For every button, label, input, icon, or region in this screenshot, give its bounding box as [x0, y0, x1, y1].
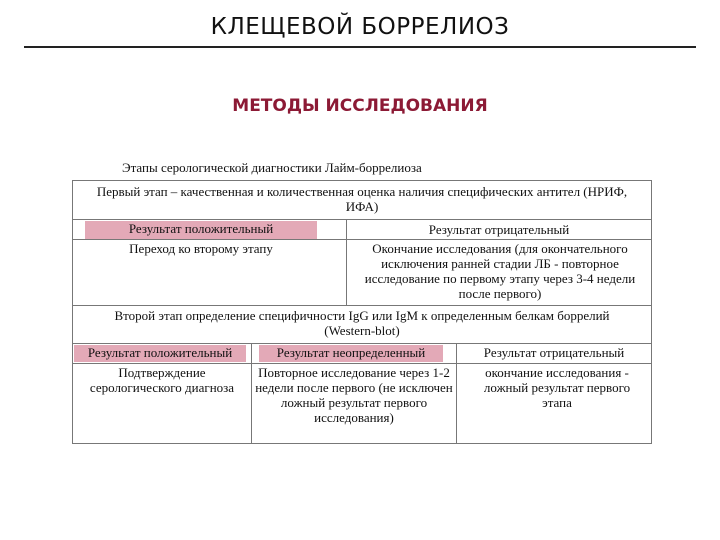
row-divider [73, 239, 651, 240]
column-divider [251, 343, 252, 443]
stage2-positive-result: Результат положительный [74, 345, 246, 362]
column-divider [456, 343, 457, 443]
stage1-negative-action: Окончание исследования (для окончательного исключения ранней стадии ЛБ - повторное исследование по первому этапу через 3-4 недели после первого) [364, 241, 636, 301]
stage2-negative-action: окончание исследования - ложный результат первого этапа [483, 365, 631, 410]
slide-subtitle: МЕТОДЫ ИССЛЕДОВАНИЯ [232, 96, 488, 116]
stage2-header: Второй этап определение специфичности IgG или IgM к определенным белкам боррелий (Western-blot) [114, 308, 610, 338]
stage1-negative-result: Результат отрицательный [428, 222, 570, 237]
table-caption: Этапы серологической диагностики Лайм-боррелиоза [122, 160, 422, 175]
row-divider [73, 219, 651, 220]
column-divider [346, 219, 347, 305]
stage2-negative-result: Результат отрицательный [483, 345, 625, 360]
slide-title: КЛЕЩЕВОЙ БОРРЕЛИОЗ [210, 14, 510, 40]
stage2-indeterminate-action: Повторное исследование через 1-2 недели после первого (не исключен ложный результат первого исследования) [255, 365, 453, 425]
title-divider [24, 46, 696, 48]
stage2-positive-action: Подтверждение серологического диагноза [89, 365, 235, 395]
stage2-indeterminate-result: Результат неопределенный [259, 345, 443, 362]
row-divider [73, 305, 651, 306]
row-divider [73, 363, 651, 364]
stage1-header: Первый этап – качественная и количественная оценка наличия специфических антител (НРИФ, ИФА) [96, 184, 628, 214]
diagnostics-table [72, 180, 652, 444]
stage1-positive-result: Результат положительный [85, 221, 317, 239]
stage1-positive-action: Переход ко второму этапу [129, 241, 273, 256]
row-divider [73, 343, 651, 344]
